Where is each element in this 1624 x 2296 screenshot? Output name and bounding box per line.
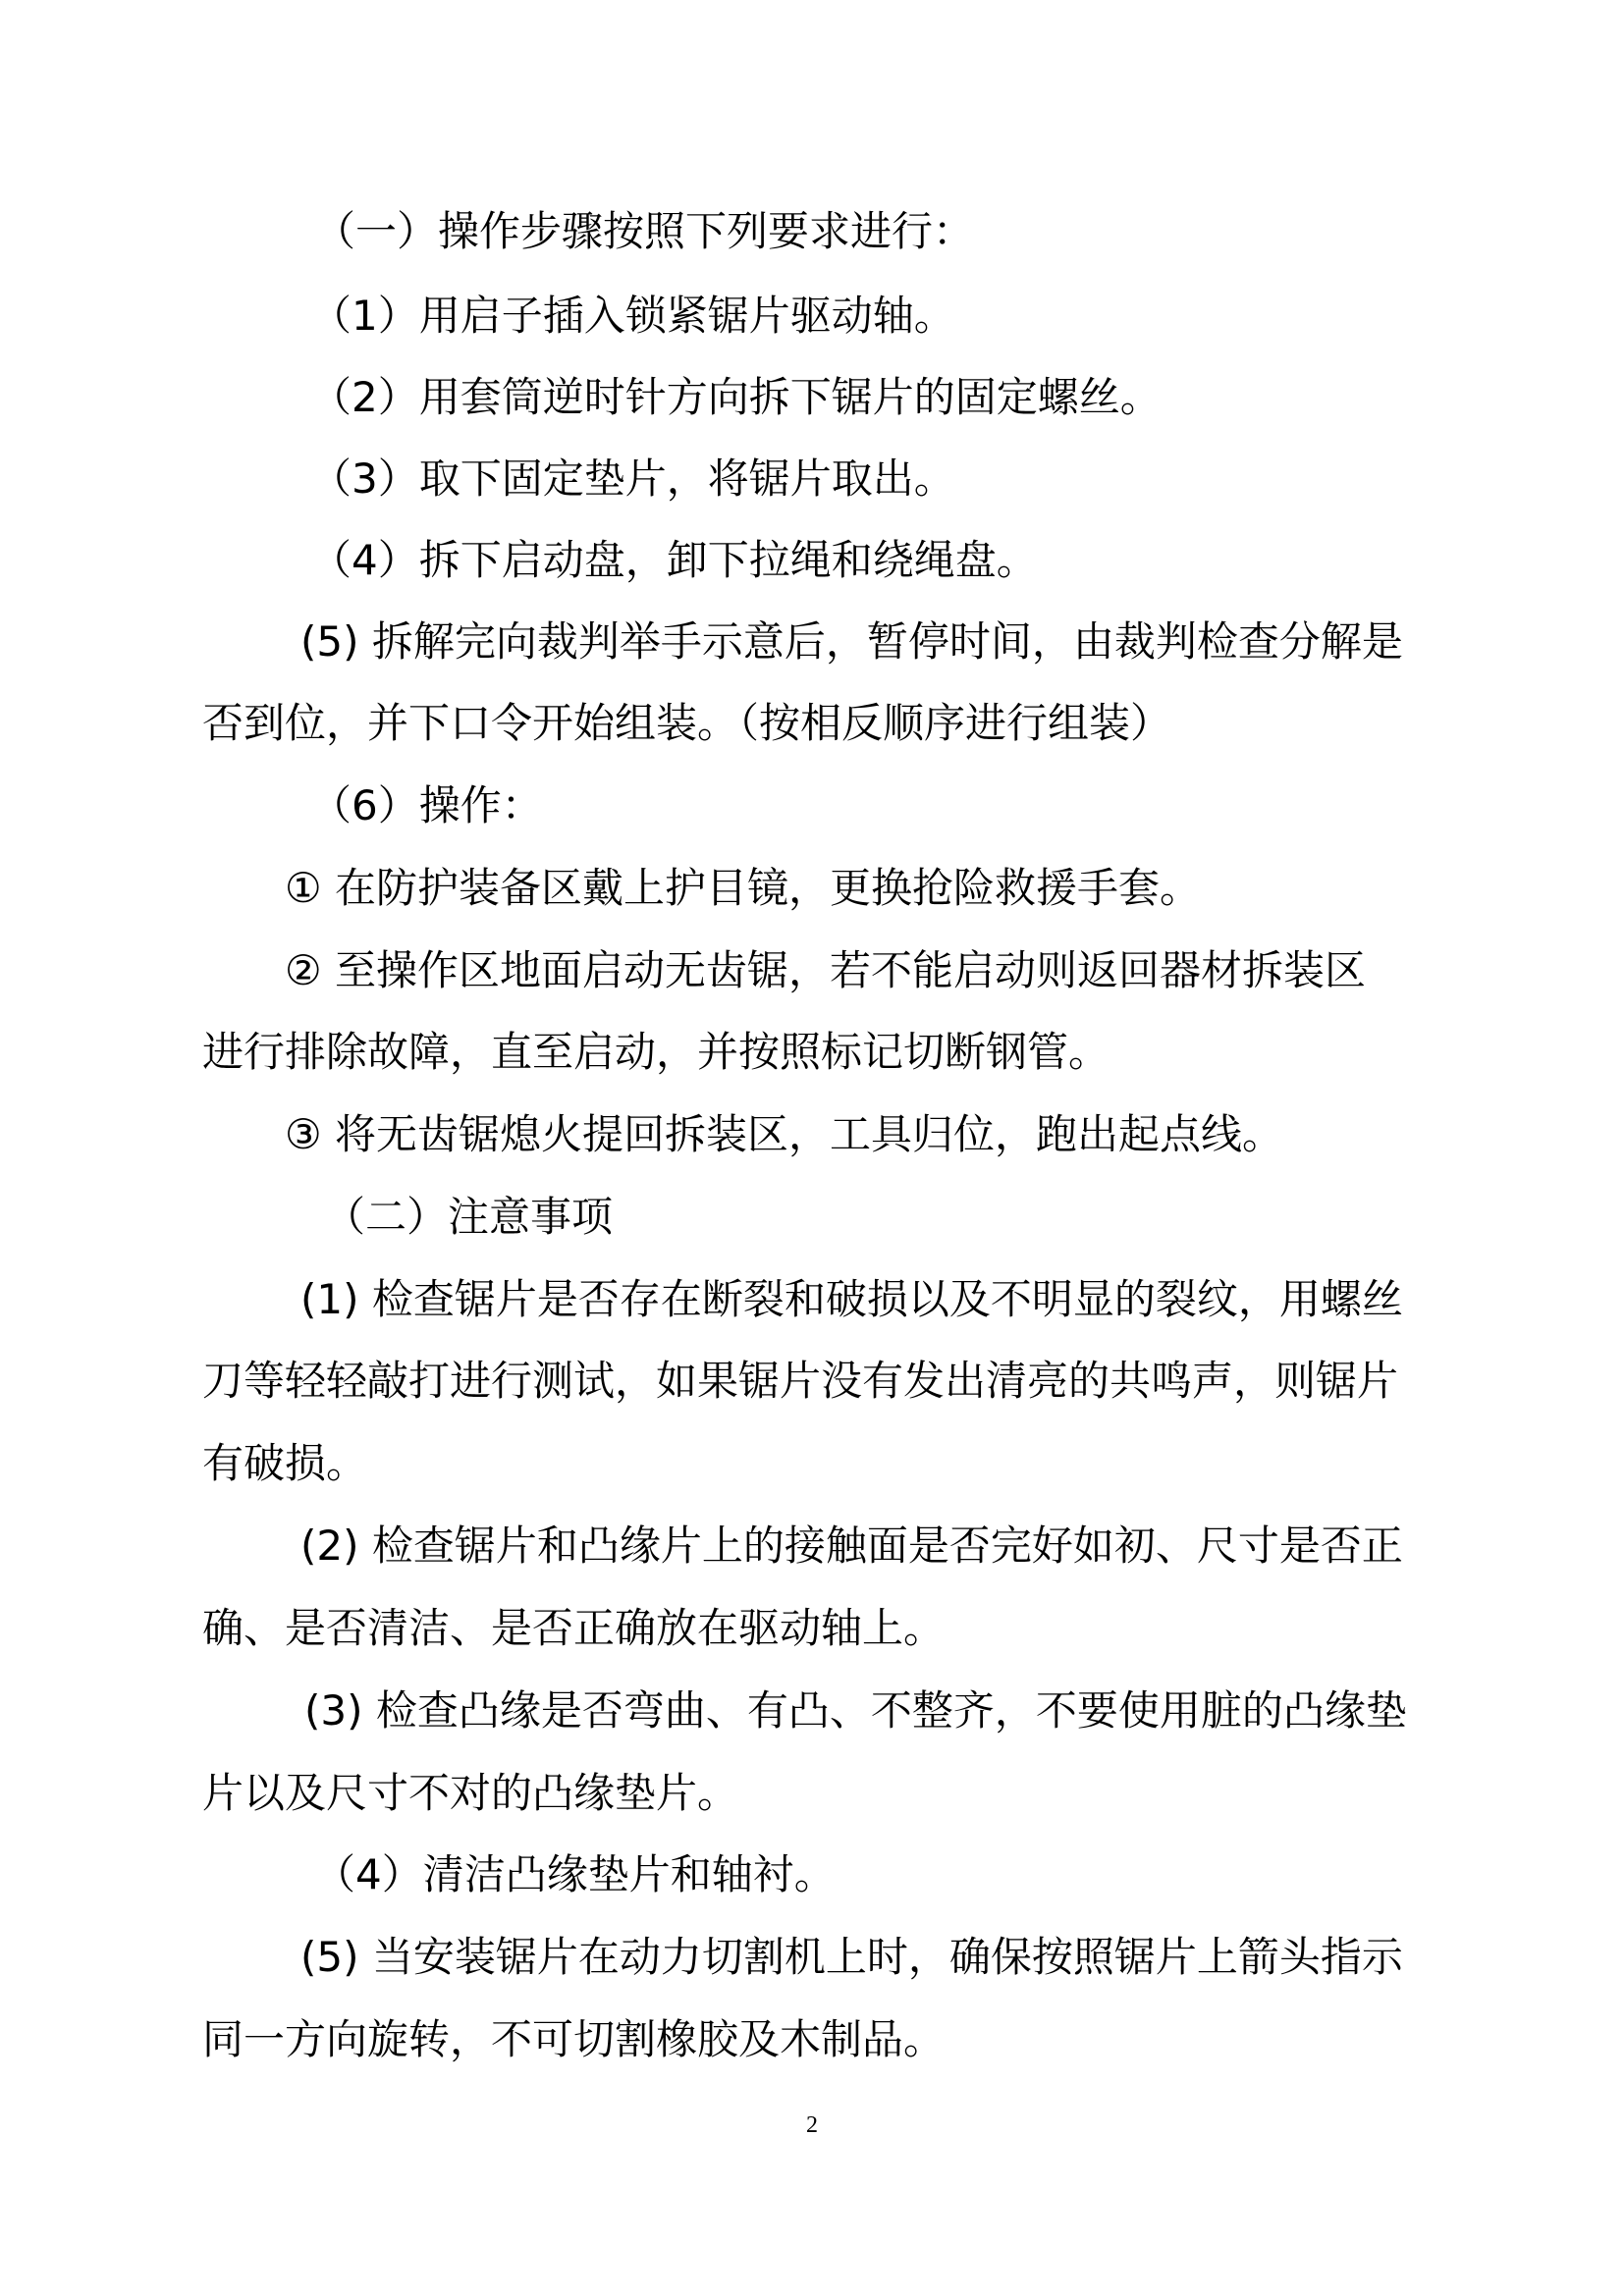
note-5-line-1: (5) 当安装锯片在动力切割机上时，确保按照锯片上箭头指示: [300, 1933, 1403, 1981]
step-5-line-2: 否到位，并下口令开始组装。（按相反顺序进行组装）: [202, 699, 1172, 747]
note-1-line-2: 刀等轻轻敲打进行测试，如果锯片没有发出清亮的共鸣声，则锯片: [202, 1357, 1399, 1405]
step-4: （4）拆下启动盘，卸下拉绳和绕绳盘。: [310, 536, 1038, 584]
note-2-line-1: (2) 检查锯片和凸缘片上的接触面是否完好如初、尺寸是否正: [300, 1522, 1403, 1570]
note-2-line-2: 确、是否清洁、是否正确放在驱动轴上。: [202, 1604, 946, 1652]
step-6: （6）操作：: [310, 781, 543, 829]
note-1-line-3: 有破损。: [202, 1439, 368, 1487]
step-3: （3）取下固定垫片，将锯片取出。: [310, 454, 955, 503]
note-5-line-2: 同一方向旋转，不可切割橡胶及木制品。: [202, 2015, 946, 2063]
page-number: 2: [806, 2112, 818, 2138]
step-6-sub-3: ③ 将无齿锯熄火提回拆装区，工具归位，跑出起点线。: [285, 1110, 1284, 1158]
step-2: （2）用套筒逆时针方向拆下锯片的固定螺丝。: [310, 373, 1162, 421]
section-heading-operation-steps: （一）操作步骤按照下列要求进行：: [314, 207, 975, 255]
note-1-line-1: (1) 检查锯片是否存在断裂和破损以及不明显的裂纹，用螺丝: [300, 1275, 1403, 1323]
note-3-line-2: 片以及尺寸不对的凸缘垫片。: [202, 1769, 739, 1817]
step-6-sub-2-line-1: ② 至操作区地面启动无齿锯，若不能启动则返回器材拆装区: [285, 946, 1367, 994]
section-heading-precautions: （二）注意事项: [324, 1193, 614, 1241]
note-4: （4）清洁凸缘垫片和轴衬。: [314, 1850, 836, 1898]
step-6-sub-1: ① 在防护装备区戴上护目镜，更换抢险救援手套。: [285, 864, 1202, 912]
step-6-sub-2-line-2: 进行排除故障，直至启动，并按照标记切断钢管。: [202, 1028, 1110, 1076]
note-3-line-1: (3) 检查凸缘是否弯曲、有凸、不整齐，不要使用脏的凸缘垫: [304, 1686, 1407, 1735]
step-1: （1）用启子插入锁紧锯片驱动轴。: [310, 292, 955, 340]
step-5-line-1: (5) 拆解完向裁判举手示意后，暂停时间，由裁判检查分解是: [300, 617, 1403, 666]
